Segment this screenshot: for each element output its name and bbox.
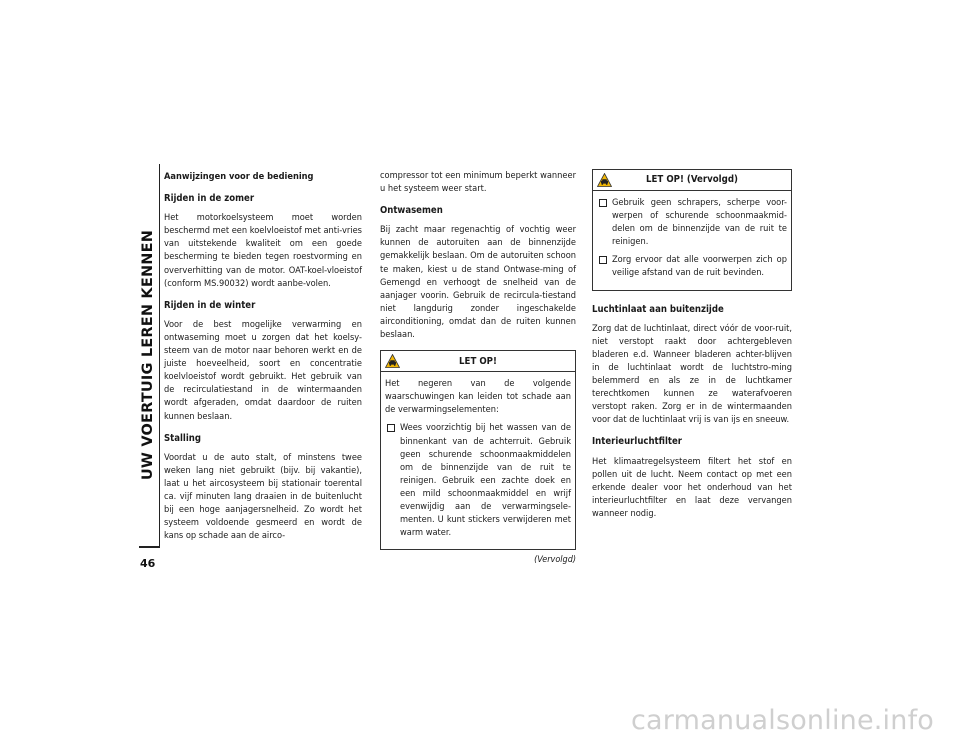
caution-bullet-text: Wees voorzichtig bij het wassen van de binnenkant van de achterruit. Gebruik geen schurende schoonmaakmiddelen om de binnenzijde van de ruit te reinigen. Gebruik een zachte doek en een mild schoonmaakmiddel en wrijf evenwijdig aan de verwarmingsele-menten. U kunt stickers verwijderen met warm water. — [400, 422, 571, 539]
section-side-tab — [139, 164, 158, 546]
caution-bullet — [385, 421, 571, 539]
cabin-filter-heading: Interieurluchtfilter — [592, 436, 683, 448]
caution-continued-header — [593, 170, 791, 191]
watermark: carmanualsonline.info — [631, 705, 934, 736]
summer-heading: Rijden in de zomer — [164, 193, 255, 205]
checkbox-bullet-icon — [599, 199, 607, 207]
column-2 — [380, 169, 576, 567]
side-rule — [159, 164, 160, 547]
operating-tips-heading: Aanwijzingen voor de bediening — [164, 171, 314, 182]
caution-bullet — [597, 196, 787, 248]
continued-label: (Vervolgd) — [534, 555, 576, 566]
checkbox-bullet-icon — [599, 256, 607, 264]
storage-paragraph: Voordat u de auto stalt, of minstens twee weken lang niet gebruikt (bijv. bij vakantie), laat u het aircosysteem bij stationair toerental ca. vijf minuten lang draaien in de buitenlucht bij een hoge aanjagersnelheid. Zo wordt het systeem voldoende gesmeerd en wordt de kans op schade aan de airco- — [164, 451, 362, 542]
column-3 — [592, 169, 792, 529]
caution-intro: Het negeren van de volgende waarschuwingen kan leiden tot schade aan de verwarmingselementen: — [385, 378, 571, 416]
air-intake-heading: Luchtinlaat aan buitenzijde — [592, 303, 724, 315]
column-1 — [164, 170, 362, 551]
caution-title: LET OP! — [459, 355, 497, 367]
section-title: UW VOERTUIG LEREN KENNEN — [140, 229, 157, 481]
caution-bullet-text: Zorg ervoor dat alle voorwerpen zich op veilige afstand van de ruit bevinden. — [612, 254, 787, 279]
caution-body — [381, 372, 575, 549]
caution-bullet-text: Gebruik geen schrapers, scherpe voor-werpen of schurende schoonmaakmid-delen om de binnenzijde van de ruit te reinigen. — [612, 197, 787, 248]
page-number: 46 — [140, 557, 156, 570]
storage-continuation: compressor tot een minimum beperkt wanneer u het systeem weer start. — [380, 170, 576, 195]
winter-heading: Rijden in de winter — [164, 299, 256, 311]
air-intake-paragraph: Zorg dat de luchtinlaat, direct vóór de voor-ruit, niet verstopt raakt door achtergebleven bladeren e.d. Wanneer bladeren achter-blijven in de luchtinlaat wordt de luchtstro-ming belemmerd en als ze in de luchtkamer terechtkomen kunnen ze waterafvoeren verstopt raken. Zorg er in de wintermaanden voor dat de luchtinlaat vrij is van ijs en sneeuw. — [592, 322, 792, 426]
car-warning-icon — [385, 354, 400, 368]
car-warning-icon — [597, 173, 612, 187]
checkbox-bullet-icon — [387, 424, 395, 432]
storage-heading: Stalling — [164, 432, 201, 444]
caution-continued-title: LET OP! (Vervolgd) — [646, 174, 738, 186]
summer-paragraph: Het motorkoelsysteem moet worden beschermd met een koelvloeistof met anti-vries van uitstekende kwaliteit om een goede bescherming te bieden tegen roestvorming en oververhitting van de motor. OAT-koel-vloeistof (conform MS.90032) wordt aanbe-volen. — [164, 212, 362, 289]
defog-heading: Ontwasemen — [380, 205, 443, 217]
winter-paragraph: Voor de best mogelijke verwarming en ontwaseming moet u zorgen dat het koelsy-steem van de motor naar behoren werkt en de juiste hoeveelheid, soort en concentratie koelvloeistof wordt gebruikt. Het gebruik van de recirculatiestand in de wintermaanden wordt afgeraden, omdat daardoor de ruiten kunnen beslaan. — [164, 318, 362, 422]
caution-header — [381, 351, 575, 372]
caution-box-continued — [592, 169, 792, 291]
bottom-rule — [139, 546, 160, 548]
cabin-filter-paragraph: Het klimaatregelsysteem filtert het stof en pollen uit de lucht. Neem contact op met een erkende dealer voor het onderhoud van het interieurluchtfilter en laat deze vervangen wanneer nodig. — [592, 455, 792, 519]
caution-bullet — [597, 253, 787, 279]
defog-paragraph: Bij zacht maar regenachtig of vochtig weer kunnen de autoruiten aan de binnenzijde gemakkelijk beslaan. Om de autoruiten schoon te maken, kiest u de stand Ontwase-ming of Gemengd en verhoogt de snelheid van de aanjager voorin. Gebruik de recircula-tiestand niet langdurig zonder ingeschakelde airconditioning, omdat dan de ruiten kunnen beslaan. — [380, 224, 576, 341]
caution-box — [380, 350, 576, 550]
caution-continued-body — [593, 191, 791, 290]
